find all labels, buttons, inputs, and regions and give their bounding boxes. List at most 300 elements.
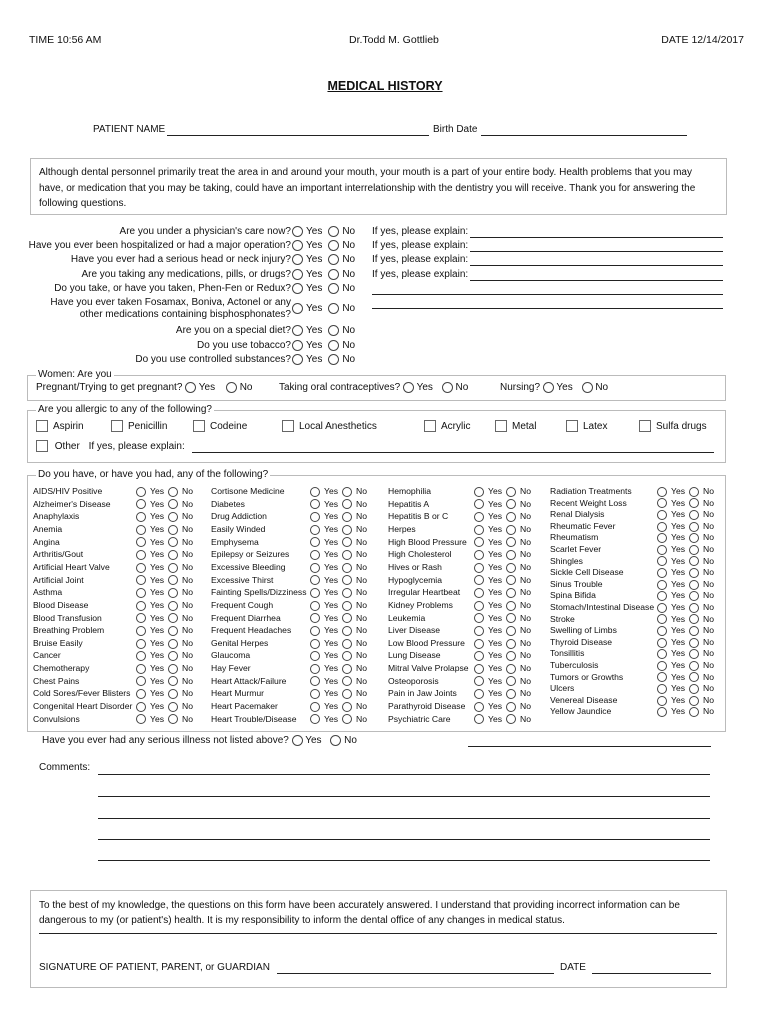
condition-yes-radio[interactable] — [310, 639, 320, 649]
condition-label: Low Blood Pressure — [388, 637, 465, 648]
condition-yes-label: Yes — [324, 599, 339, 610]
condition-no-radio[interactable] — [342, 537, 352, 547]
condition-yes-no — [310, 662, 367, 675]
condition-yes-radio[interactable] — [310, 613, 320, 623]
condition-yes-radio[interactable] — [136, 525, 146, 535]
explain-field[interactable] — [470, 280, 723, 281]
condition-yes-no — [657, 705, 714, 718]
condition-no-radio[interactable] — [689, 580, 699, 590]
condition-no-label: No — [356, 549, 368, 560]
condition-yes-radio[interactable] — [310, 512, 320, 522]
condition-no-label: No — [182, 637, 194, 648]
explain-field[interactable] — [470, 237, 723, 238]
allergy-checkbox[interactable] — [424, 420, 436, 432]
condition-yes-radio[interactable] — [136, 550, 146, 560]
condition-no-radio[interactable] — [689, 626, 699, 636]
allergy-checkbox[interactable] — [111, 420, 123, 432]
serious-illness-no-label: No — [344, 735, 357, 747]
allergy-other-checkbox[interactable] — [36, 440, 48, 452]
condition-no-radio[interactable] — [689, 661, 699, 671]
no-radio[interactable] — [328, 354, 339, 365]
condition-yes-label: Yes — [488, 511, 503, 522]
condition-yes-label: Yes — [324, 587, 339, 598]
condition-yes-radio[interactable] — [474, 550, 484, 560]
condition-no-radio[interactable] — [168, 639, 178, 649]
condition-no-radio[interactable] — [342, 525, 352, 535]
condition-yes-no — [474, 612, 531, 625]
condition-no-label: No — [703, 625, 715, 636]
condition-no-radio[interactable] — [168, 626, 178, 636]
condition-yes-radio[interactable] — [136, 689, 146, 699]
condition-no-radio[interactable] — [506, 613, 516, 623]
condition-yes-radio[interactable] — [474, 714, 484, 724]
condition-yes-radio[interactable] — [310, 537, 320, 547]
condition-no-radio[interactable] — [506, 550, 516, 560]
condition-no-radio[interactable] — [689, 672, 699, 682]
explain-field[interactable] — [470, 251, 723, 252]
condition-no-radio[interactable] — [506, 512, 516, 522]
condition-label: Angina — [33, 536, 60, 547]
no-radio[interactable] — [328, 240, 339, 251]
condition-yes-label: Yes — [324, 511, 339, 522]
nursing-yes-radio[interactable] — [543, 382, 554, 393]
signature-date-field[interactable] — [592, 973, 711, 974]
condition-yes-radio[interactable] — [310, 651, 320, 661]
condition-no-radio[interactable] — [506, 537, 516, 547]
condition-yes-label: Yes — [671, 486, 686, 496]
condition-yes-no — [136, 624, 193, 637]
condition-no-radio[interactable] — [689, 696, 699, 706]
condition-yes-radio[interactable] — [657, 638, 667, 648]
condition-yes-radio[interactable] — [657, 556, 667, 566]
condition-yes-radio[interactable] — [657, 580, 667, 590]
condition-no-radio[interactable] — [689, 545, 699, 555]
doctor-name: Dr.Todd M. Gottlieb — [349, 34, 439, 46]
condition-yes-no — [310, 485, 367, 498]
comments-line-1[interactable] — [98, 774, 710, 775]
no-radio[interactable] — [328, 226, 339, 237]
condition-no-radio[interactable] — [168, 512, 178, 522]
condition-no-label: No — [520, 599, 532, 610]
comments-line-2[interactable] — [98, 796, 710, 797]
explain-field[interactable] — [372, 308, 723, 309]
serious-illness-yes-radio[interactable] — [292, 735, 303, 746]
condition-yes-no — [310, 548, 367, 561]
allergy-other-field[interactable] — [192, 452, 714, 453]
condition-yes-radio[interactable] — [136, 487, 146, 497]
condition-label: Emphysema — [211, 536, 259, 547]
condition-yes-no — [310, 687, 367, 700]
condition-yes-radio[interactable] — [657, 533, 667, 543]
condition-yes-radio[interactable] — [657, 487, 667, 497]
condition-yes-radio[interactable] — [136, 499, 146, 509]
condition-no-radio[interactable] — [689, 638, 699, 648]
yes-label: Yes — [306, 240, 323, 252]
condition-no-label: No — [703, 636, 715, 647]
condition-yes-radio[interactable] — [310, 714, 320, 724]
condition-no-radio[interactable] — [342, 676, 352, 686]
condition-yes-radio[interactable] — [310, 499, 320, 509]
condition-no-label: No — [356, 650, 368, 661]
condition-no-radio[interactable] — [506, 639, 516, 649]
condition-no-radio[interactable] — [342, 575, 352, 585]
condition-no-radio[interactable] — [689, 568, 699, 578]
condition-no-radio[interactable] — [689, 603, 699, 613]
condition-no-radio[interactable] — [506, 563, 516, 573]
serious-illness-row — [42, 735, 357, 746]
condition-no-radio[interactable] — [342, 512, 352, 522]
condition-no-radio[interactable] — [168, 664, 178, 674]
condition-label: Heart Pacemaker — [211, 701, 278, 712]
condition-yes-radio[interactable] — [310, 588, 320, 598]
signature-field[interactable] — [277, 973, 554, 974]
condition-no-radio[interactable] — [689, 487, 699, 497]
yes-radio[interactable] — [292, 283, 303, 294]
condition-no-radio[interactable] — [342, 626, 352, 636]
condition-yes-radio[interactable] — [136, 626, 146, 636]
condition-yes-radio[interactable] — [310, 664, 320, 674]
condition-yes-radio[interactable] — [136, 651, 146, 661]
condition-yes-radio[interactable] — [657, 498, 667, 508]
condition-no-radio[interactable] — [168, 613, 178, 623]
condition-yes-label: Yes — [324, 713, 339, 724]
condition-label: Kidney Problems — [388, 599, 453, 610]
condition-yes-radio[interactable] — [657, 684, 667, 694]
condition-no-radio[interactable] — [506, 676, 516, 686]
condition-no-radio[interactable] — [506, 575, 516, 585]
condition-no-radio[interactable] — [168, 676, 178, 686]
contraceptive-no-radio[interactable] — [442, 382, 453, 393]
condition-yes-label: Yes — [671, 602, 686, 612]
comments-line-4[interactable] — [98, 839, 710, 840]
condition-yes-label: Yes — [150, 536, 165, 547]
yes-radio[interactable] — [292, 325, 303, 336]
condition-yes-radio[interactable] — [657, 707, 667, 717]
condition-yes-label: Yes — [150, 701, 165, 712]
condition-yes-radio[interactable] — [657, 696, 667, 706]
condition-yes-label: Yes — [488, 486, 503, 496]
condition-no-label: No — [182, 688, 194, 699]
no-label: No — [342, 254, 356, 266]
condition-yes-radio[interactable] — [474, 588, 484, 598]
condition-no-radio[interactable] — [506, 525, 516, 535]
health-question-line: Are you under a physician's care now? — [119, 226, 291, 237]
allergy-item — [193, 420, 247, 432]
explain-field[interactable] — [470, 265, 723, 266]
condition-no-radio[interactable] — [168, 689, 178, 699]
condition-yes-radio[interactable] — [310, 525, 320, 535]
condition-yes-radio[interactable] — [136, 639, 146, 649]
allergy-checkbox[interactable] — [282, 420, 294, 432]
condition-label: Excessive Thirst — [211, 574, 274, 585]
condition-yes-radio[interactable] — [310, 550, 320, 560]
condition-no-label: No — [520, 625, 532, 636]
yes-radio[interactable] — [292, 269, 303, 280]
yes-radio[interactable] — [292, 340, 303, 351]
no-radio[interactable] — [328, 303, 339, 314]
condition-no-radio[interactable] — [506, 499, 516, 509]
no-radio[interactable] — [328, 340, 339, 351]
condition-yes-no — [474, 700, 531, 713]
condition-no-radio[interactable] — [342, 499, 352, 509]
condition-label: Renal Dialysis — [550, 509, 605, 520]
condition-no-radio[interactable] — [689, 533, 699, 543]
condition-label: Convulsions — [33, 713, 80, 724]
serious-illness-field[interactable] — [468, 746, 711, 747]
condition-yes-no — [474, 510, 531, 523]
condition-yes-radio[interactable] — [474, 626, 484, 636]
condition-yes-radio[interactable] — [474, 575, 484, 585]
pregnant-no-radio[interactable] — [226, 382, 237, 393]
explain-label: If yes, please explain: — [372, 240, 469, 251]
patient-name-field[interactable] — [167, 135, 429, 136]
condition-yes-label: Yes — [488, 574, 503, 585]
condition-no-label: No — [356, 688, 368, 699]
condition-label: Frequent Headaches — [211, 625, 292, 636]
health-yes-no — [292, 303, 355, 315]
condition-no-radio[interactable] — [506, 702, 516, 712]
condition-no-radio[interactable] — [342, 702, 352, 712]
condition-no-radio[interactable] — [342, 601, 352, 611]
condition-no-radio[interactable] — [689, 707, 699, 717]
condition-no-radio[interactable] — [168, 651, 178, 661]
condition-no-radio[interactable] — [342, 639, 352, 649]
condition-label: Genital Herpes — [211, 637, 269, 648]
condition-no-radio[interactable] — [342, 550, 352, 560]
condition-yes-radio[interactable] — [136, 702, 146, 712]
condition-yes-radio[interactable] — [474, 525, 484, 535]
condition-yes-radio[interactable] — [136, 563, 146, 573]
condition-no-radio[interactable] — [342, 664, 352, 674]
condition-label: Scarlet Fever — [550, 544, 602, 554]
condition-yes-radio[interactable] — [136, 714, 146, 724]
no-radio[interactable] — [328, 325, 339, 336]
condition-yes-radio[interactable] — [474, 487, 484, 497]
condition-yes-radio[interactable] — [657, 603, 667, 613]
condition-no-radio[interactable] — [689, 556, 699, 566]
condition-label: Drug Addiction — [211, 511, 267, 522]
condition-no-label: No — [703, 660, 715, 670]
condition-no-radio[interactable] — [506, 714, 516, 724]
condition-label: Parathyroid Disease — [388, 701, 466, 712]
no-radio[interactable] — [328, 283, 339, 294]
allergy-checkbox[interactable] — [566, 420, 578, 432]
condition-no-radio[interactable] — [506, 601, 516, 611]
condition-yes-radio[interactable] — [657, 545, 667, 555]
page-title: MEDICAL HISTORY — [327, 79, 443, 93]
condition-yes-radio[interactable] — [310, 702, 320, 712]
condition-yes-radio[interactable] — [657, 568, 667, 578]
allergy-label: Aspirin — [53, 420, 84, 432]
condition-yes-no — [310, 599, 367, 612]
condition-no-radio[interactable] — [506, 689, 516, 699]
condition-yes-radio[interactable] — [474, 537, 484, 547]
health-question-line: Have you ever taken Fosamax, Boniva, Actonel or any — [50, 297, 291, 308]
condition-no-radio[interactable] — [689, 591, 699, 601]
condition-no-radio[interactable] — [506, 487, 516, 497]
condition-yes-radio[interactable] — [136, 575, 146, 585]
condition-no-radio[interactable] — [168, 702, 178, 712]
condition-yes-radio[interactable] — [136, 664, 146, 674]
condition-yes-radio[interactable] — [474, 512, 484, 522]
condition-yes-no — [474, 675, 531, 688]
yes-radio[interactable] — [292, 303, 303, 314]
nursing-no-radio[interactable] — [582, 382, 593, 393]
condition-yes-label: Yes — [324, 675, 339, 686]
condition-yes-radio[interactable] — [474, 689, 484, 699]
condition-no-radio[interactable] — [168, 550, 178, 560]
condition-no-radio[interactable] — [168, 563, 178, 573]
condition-no-label: No — [520, 511, 532, 522]
condition-label: Spina Bifida — [550, 590, 596, 601]
condition-no-label: No — [703, 683, 715, 694]
condition-yes-radio[interactable] — [310, 676, 320, 686]
birth-date-field[interactable] — [481, 135, 687, 136]
condition-yes-radio[interactable] — [657, 672, 667, 682]
condition-no-radio[interactable] — [168, 499, 178, 509]
condition-no-label: No — [520, 612, 532, 623]
yes-radio[interactable] — [292, 254, 303, 265]
condition-yes-radio[interactable] — [136, 537, 146, 547]
yes-radio[interactable] — [292, 240, 303, 251]
condition-yes-no — [474, 637, 531, 650]
condition-no-label: No — [182, 486, 194, 496]
condition-no-radio[interactable] — [689, 522, 699, 532]
contraceptive-yes-radio[interactable] — [403, 382, 414, 393]
condition-no-label: No — [356, 574, 368, 585]
no-radio[interactable] — [328, 269, 339, 280]
condition-yes-radio[interactable] — [310, 487, 320, 497]
condition-no-radio[interactable] — [342, 651, 352, 661]
condition-no-radio[interactable] — [168, 588, 178, 598]
condition-yes-radio[interactable] — [474, 639, 484, 649]
condition-yes-radio[interactable] — [310, 601, 320, 611]
condition-yes-no — [136, 548, 193, 561]
condition-yes-radio[interactable] — [136, 613, 146, 623]
condition-no-radio[interactable] — [342, 689, 352, 699]
condition-yes-no — [474, 713, 531, 726]
condition-label: Excessive Bleeding — [211, 561, 286, 572]
condition-yes-no — [136, 649, 193, 662]
condition-no-radio[interactable] — [342, 563, 352, 573]
serious-illness-no-radio[interactable] — [330, 735, 341, 746]
condition-yes-radio[interactable] — [657, 522, 667, 532]
condition-yes-radio[interactable] — [310, 626, 320, 636]
condition-yes-no — [136, 700, 193, 713]
condition-no-label: No — [182, 536, 194, 547]
allergy-checkbox[interactable] — [193, 420, 205, 432]
yes-radio[interactable] — [292, 226, 303, 237]
condition-no-radio[interactable] — [168, 714, 178, 724]
condition-no-radio[interactable] — [168, 601, 178, 611]
condition-yes-radio[interactable] — [657, 649, 667, 659]
condition-yes-radio[interactable] — [474, 664, 484, 674]
condition-no-label: No — [520, 486, 532, 496]
condition-no-radio[interactable] — [689, 510, 699, 520]
yes-radio[interactable] — [292, 354, 303, 365]
pregnant-no-label: No — [239, 382, 253, 394]
condition-yes-label: Yes — [671, 520, 686, 531]
allergy-checkbox[interactable] — [36, 420, 48, 432]
condition-no-radio[interactable] — [689, 498, 699, 508]
condition-yes-radio[interactable] — [136, 601, 146, 611]
condition-yes-no — [310, 675, 367, 688]
yes-label: Yes — [306, 226, 323, 238]
comments-line-5[interactable] — [98, 860, 710, 861]
no-radio[interactable] — [328, 254, 339, 265]
allergy-label: Acrylic — [441, 420, 471, 432]
explain-field[interactable] — [372, 294, 723, 295]
condition-no-radio[interactable] — [506, 651, 516, 661]
condition-no-radio[interactable] — [168, 487, 178, 497]
condition-no-radio[interactable] — [168, 575, 178, 585]
allergy-label: Penicillin — [128, 420, 168, 432]
condition-no-radio[interactable] — [342, 487, 352, 497]
condition-yes-radio[interactable] — [657, 614, 667, 624]
condition-no-radio[interactable] — [689, 649, 699, 659]
condition-label: Chemotherapy — [33, 663, 90, 674]
condition-yes-radio[interactable] — [657, 626, 667, 636]
condition-no-radio[interactable] — [506, 626, 516, 636]
condition-label: Frequent Cough — [211, 599, 274, 610]
condition-yes-label: Yes — [488, 650, 503, 661]
condition-no-label: No — [356, 587, 368, 598]
condition-no-radio[interactable] — [342, 714, 352, 724]
condition-yes-radio[interactable] — [474, 499, 484, 509]
allergy-checkbox[interactable] — [639, 420, 651, 432]
condition-no-radio[interactable] — [168, 537, 178, 547]
condition-yes-radio[interactable] — [474, 563, 484, 573]
condition-no-radio[interactable] — [168, 525, 178, 535]
condition-yes-radio[interactable] — [136, 512, 146, 522]
condition-yes-radio[interactable] — [136, 676, 146, 686]
condition-no-label: No — [703, 497, 715, 508]
condition-no-label: No — [703, 602, 715, 612]
condition-yes-radio[interactable] — [657, 661, 667, 671]
condition-yes-radio[interactable] — [657, 510, 667, 520]
condition-yes-radio[interactable] — [310, 563, 320, 573]
condition-yes-label: Yes — [488, 561, 503, 572]
condition-label: Easily Winded — [211, 523, 266, 534]
condition-no-radio[interactable] — [342, 588, 352, 598]
condition-label: Swelling of Limbs — [550, 625, 617, 636]
condition-no-radio[interactable] — [506, 588, 516, 598]
condition-yes-label: Yes — [671, 648, 686, 659]
condition-yes-radio[interactable] — [310, 575, 320, 585]
allergy-checkbox[interactable] — [495, 420, 507, 432]
condition-yes-radio[interactable] — [474, 702, 484, 712]
condition-yes-radio[interactable] — [310, 689, 320, 699]
condition-no-radio[interactable] — [689, 684, 699, 694]
condition-yes-radio[interactable] — [474, 676, 484, 686]
condition-yes-radio[interactable] — [474, 601, 484, 611]
condition-yes-radio[interactable] — [474, 651, 484, 661]
condition-yes-radio[interactable] — [474, 613, 484, 623]
signature-date-label: DATE — [560, 962, 586, 973]
condition-yes-radio[interactable] — [657, 591, 667, 601]
pregnant-yes-radio[interactable] — [185, 382, 196, 393]
explain-label: If yes, please explain: — [372, 226, 469, 237]
condition-no-label: No — [703, 590, 715, 601]
condition-no-radio[interactable] — [689, 614, 699, 624]
comments-line-3[interactable] — [98, 818, 710, 819]
condition-no-radio[interactable] — [342, 613, 352, 623]
condition-yes-label: Yes — [324, 637, 339, 648]
condition-no-radio[interactable] — [506, 664, 516, 674]
condition-yes-radio[interactable] — [136, 588, 146, 598]
condition-no-label: No — [703, 520, 715, 531]
no-label: No — [342, 325, 356, 337]
